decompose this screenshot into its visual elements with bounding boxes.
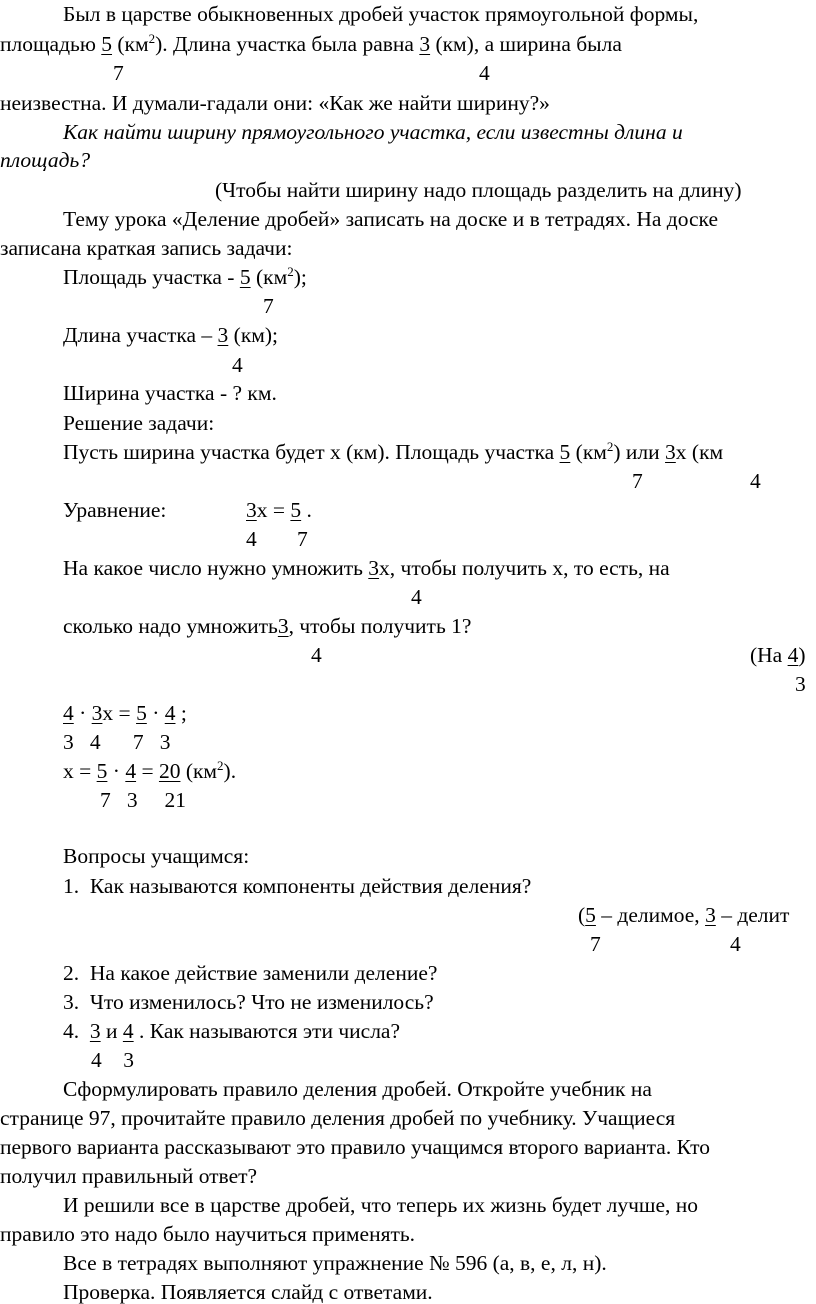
text: · xyxy=(107,759,126,783)
text: – делимое, xyxy=(595,903,706,927)
text: · xyxy=(146,701,165,725)
text: х = xyxy=(102,701,137,725)
solution-heading: Решение задачи: xyxy=(63,411,215,435)
fraction-numerator: 5 xyxy=(559,440,571,464)
fraction-numerator: 3 xyxy=(217,323,229,347)
text: На какое число нужно умножить xyxy=(63,556,369,580)
intro-line-2 xyxy=(0,31,622,56)
fraction-numerator: 3 xyxy=(368,556,380,580)
text: Площадь участка - xyxy=(63,265,240,289)
text: – делит xyxy=(715,903,790,927)
fraction-denominator: 7 xyxy=(590,932,601,956)
fraction-denominator: 4 xyxy=(311,643,322,667)
topic-line-1: Тему урока «Деление дробей» записать на доске и в тетрадях. На доске xyxy=(63,207,719,231)
text: Длина участка – xyxy=(63,323,218,347)
fraction-numerator: 5 xyxy=(101,32,113,56)
text: (км); xyxy=(228,323,278,347)
intro-line-3: неизвестна. И думали-гадали они: «Как же найти ширину?» xyxy=(0,91,550,115)
text: ( xyxy=(578,903,586,927)
fraction-denominator: 4 xyxy=(479,61,490,85)
fraction-denominator: 4 xyxy=(232,353,243,377)
fraction-denominator: 7 xyxy=(113,61,124,85)
length-line xyxy=(63,325,278,347)
outro-line-7: Все в тетрадях выполняют упражнение № 596 (а, в, е, л, н). xyxy=(63,1251,607,1275)
fraction-denominator: 4 xyxy=(750,469,761,493)
fraction-denominator: 4 xyxy=(246,527,257,551)
question-line-1: Как найти ширину прямоугольного участка, если известны длина и xyxy=(63,120,683,144)
fraction-numerator: 3 xyxy=(665,440,676,464)
superscript: 2 xyxy=(287,264,294,279)
answer-na xyxy=(750,645,806,667)
text: (На xyxy=(750,643,788,667)
questions-title: Вопросы учащимся: xyxy=(63,844,250,868)
text: ) xyxy=(798,643,806,667)
fraction-denominator: 3 xyxy=(795,672,806,696)
area-line xyxy=(63,264,307,289)
text: , чтобы получить 1? xyxy=(288,614,472,638)
fraction-numerator: 4 xyxy=(63,701,74,725)
fraction-numerator: 4 xyxy=(787,643,799,667)
equation-label: Уравнение: xyxy=(63,498,167,522)
text: (км xyxy=(180,759,218,783)
text: ) или xyxy=(613,440,666,464)
let-line xyxy=(63,439,724,464)
equation xyxy=(246,500,312,522)
text: х, чтобы получить х, то есть, на xyxy=(379,556,670,580)
question-3: 3. Что изменилось? Что не изменилось? xyxy=(63,990,434,1014)
outro-line-8: Проверка. Появляется слайд с ответами. xyxy=(63,1280,433,1304)
text: и xyxy=(100,1019,123,1043)
text: ). Длина участка была равна xyxy=(155,32,420,56)
superscript: 2 xyxy=(148,31,156,46)
fraction-denominator: 7 xyxy=(632,469,643,493)
width-line: Ширина участка - ? км. xyxy=(63,381,277,405)
fraction-numerator: 3 xyxy=(705,903,716,927)
answer-hint: (Чтобы найти ширину надо площадь разделить на длину) xyxy=(215,178,742,202)
fraction-numerator: 4 xyxy=(164,701,176,725)
outro-line-4: получил правильный ответ? xyxy=(0,1164,258,1188)
question-2: 2. На какое действие заменили деление? xyxy=(63,961,438,985)
text: Пусть ширина участка будет х (км). Площадь участка xyxy=(63,440,560,464)
step-1 xyxy=(63,703,187,725)
fraction-numerator: 3 xyxy=(89,1019,101,1043)
step-2 xyxy=(63,758,237,783)
question-line-2: площадь? xyxy=(0,148,91,172)
text: ). xyxy=(223,759,237,783)
multiply-question-2 xyxy=(63,616,471,638)
question-1-answer xyxy=(578,905,789,927)
text: площадью xyxy=(0,32,102,56)
outro-line-3: первого варианта рассказывают это правило учащимся второго варианта. Кто xyxy=(0,1135,710,1159)
outro-line-5: И решили все в царстве дробей, что теперь их жизнь будет лучше, но xyxy=(63,1193,699,1217)
step-2-denominators: 7 3 21 xyxy=(100,788,186,812)
text: ); xyxy=(293,265,307,289)
text: . Как называются эти числа? xyxy=(133,1019,401,1043)
fraction-numerator: 4 xyxy=(122,1019,134,1043)
outro-line-2: странице 97, прочитайте правило деления дробей по учебнику. Учащиеся xyxy=(0,1106,676,1130)
text: х (км xyxy=(675,440,724,464)
fraction-numerator: 3 xyxy=(277,614,289,638)
text: сколько надо умножить xyxy=(63,614,278,638)
text: . xyxy=(301,498,312,522)
text: (км xyxy=(570,440,607,464)
fraction-denominator: 7 xyxy=(263,294,274,318)
text: (км xyxy=(250,265,288,289)
fraction-numerator: 3 xyxy=(91,701,103,725)
fraction-numerator: 5 xyxy=(96,759,108,783)
step-1-denominators: 3 4 7 3 xyxy=(63,730,171,754)
fraction-numerator: 3 xyxy=(246,498,257,522)
text: = xyxy=(136,759,159,783)
topic-line-2: записана краткая запись задачи: xyxy=(0,236,293,260)
question-1: 1. Как называются компоненты действия деления? xyxy=(63,874,532,898)
text: 4. xyxy=(63,1019,90,1043)
fraction-numerator: 20 xyxy=(158,759,181,783)
multiply-question-1 xyxy=(63,558,670,580)
superscript: 2 xyxy=(606,439,614,454)
fraction-numerator: 5 xyxy=(585,903,596,927)
text: · xyxy=(73,701,92,725)
fraction-denominator: 4 xyxy=(411,585,422,609)
superscript: 2 xyxy=(217,758,224,773)
fraction-numerator: 5 xyxy=(136,701,147,725)
text: х = xyxy=(63,759,97,783)
fraction-denominator: 7 xyxy=(297,527,308,551)
text: (км), а ширина была xyxy=(430,32,622,56)
fraction-denominator: 4 xyxy=(730,932,741,956)
outro-line-1: Сформулировать правило деления дробей. Откройте учебник на xyxy=(63,1077,652,1101)
text: ; xyxy=(175,701,187,725)
text: (км xyxy=(112,32,149,56)
question-4-denominators: 4 3 xyxy=(91,1048,134,1072)
fraction-numerator: 5 xyxy=(239,265,251,289)
fraction-numerator: 3 xyxy=(419,32,431,56)
fraction-numerator: 5 xyxy=(290,498,302,522)
fraction-numerator: 4 xyxy=(125,759,137,783)
text: х = xyxy=(256,498,291,522)
question-4 xyxy=(63,1021,400,1043)
intro-line-1: Был в царстве обыкновенных дробей участок прямоугольной формы, xyxy=(63,2,699,26)
outro-line-6: правило это надо было научиться применять. xyxy=(0,1222,416,1246)
